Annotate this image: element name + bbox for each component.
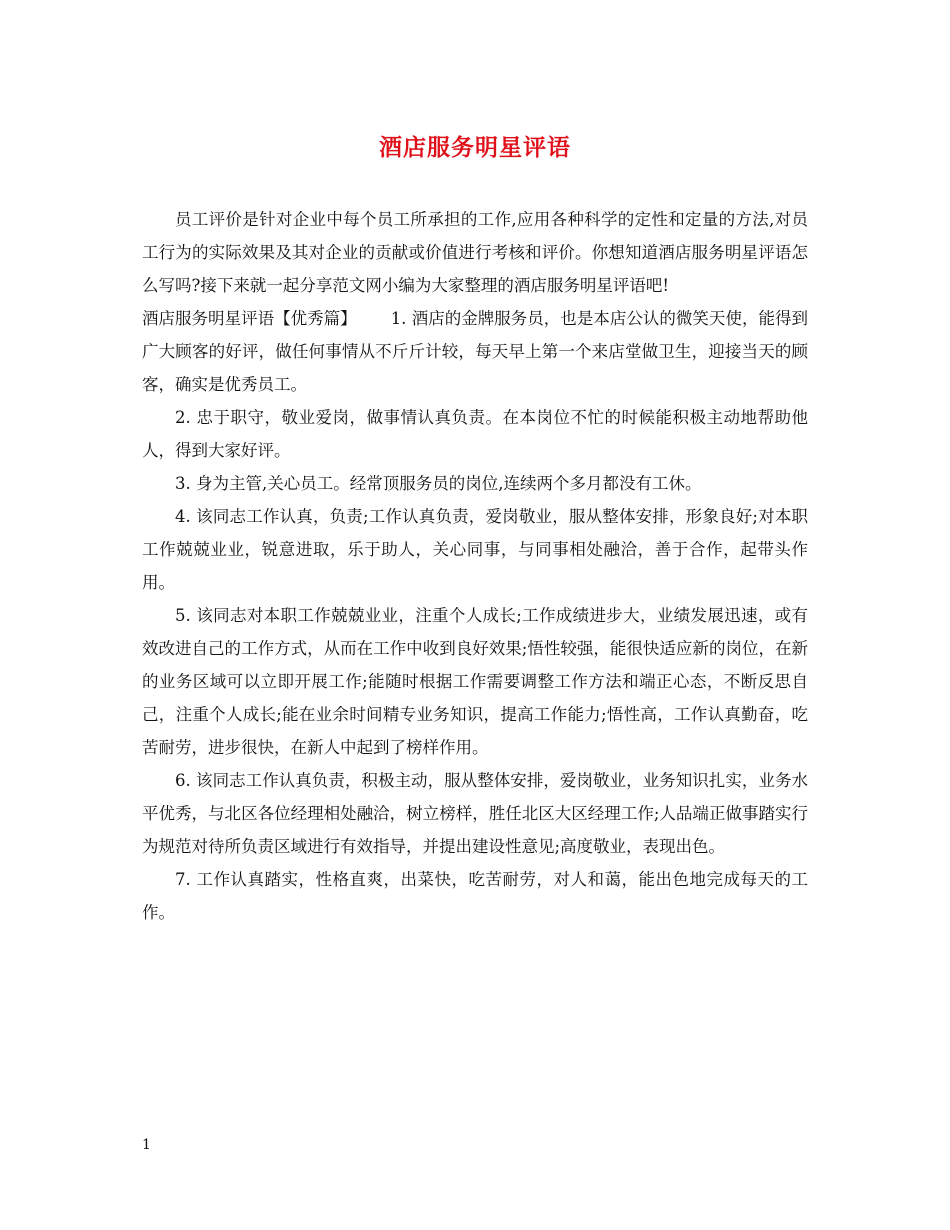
document-body xyxy=(142,203,808,929)
document-title: 酒店服务明星评语 xyxy=(379,134,571,161)
item-7: 7. 工作认真踏实，性格直爽，出菜快，吃苦耐劳，对人和蔼，能出色地完成每天的工作。 xyxy=(142,870,808,922)
page-number: 1 xyxy=(142,1137,151,1153)
intro-paragraph: 员工评价是针对企业中每个员工所承担的工作,应用各种科学的定性和定量的方法,对员工行为的实际效果及其对企业的贡献或价值进行考核和评价。你想知道酒店服务明星评语怎么写吗?接下来就一起分享范文网小编为大家整理的酒店服务明星评语吧! xyxy=(142,210,808,295)
item-1: 1. 酒店的金牌服务员，也是本店公认的微笑天使，能得到广大顾客的好评，做任何事情从不斤斤计较，每天早上第一个来店堂做卫生，迎接当天的顾客，确实是优秀员工。 xyxy=(142,309,808,394)
item-6: 6. 该同志工作认真负责，积极主动，服从整体安排，爱岗敬业，业务知识扎实，业务水平优秀，与北区各位经理相处融洽，树立榜样，胜任北区大区经理工作;人品端正做事踏实行为规范对待所负责区域进行有效指导，并提出建设性意见;高度敬业，表现出色。 xyxy=(142,771,808,856)
section-paragraph xyxy=(142,302,808,401)
item-3: 3. 身为主管,关心员工。经常顶服务员的岗位,连续两个多月都没有工休。 xyxy=(175,474,702,493)
item-5: 5. 该同志对本职工作兢兢业业，注重个人成长;工作成绩进步大，业绩发展迅速，或有效改进自己的工作方式，从而在工作中收到良好效果;悟性较强，能很快适应新的岗位，在新的业务区域可以立即开展工作;能随时根据工作需要调整工作方法和端正心态，不断反思自己，注重个人成长;能在业余时间精专业务知识，提高工作能力;悟性高，工作认真勤奋，吃苦耐劳，进步很快，在新人中起到了榜样作用。 xyxy=(142,606,808,757)
item-2: 2. 忠于职守，敬业爱岗，做事情认真负责。在本岗位不忙的时候能积极主动地帮助他人，得到大家好评。 xyxy=(142,408,808,460)
section-heading: 酒店服务明星评语【优秀篇】 xyxy=(142,309,357,328)
item-4: 4. 该同志工作认真，负责;工作认真负责，爱岗敬业，服从整体安排，形象良好;对本职工作兢兢业业，锐意进取，乐于助人，关心同事，与同事相处融洽，善于合作，起带头作用。 xyxy=(142,507,808,592)
